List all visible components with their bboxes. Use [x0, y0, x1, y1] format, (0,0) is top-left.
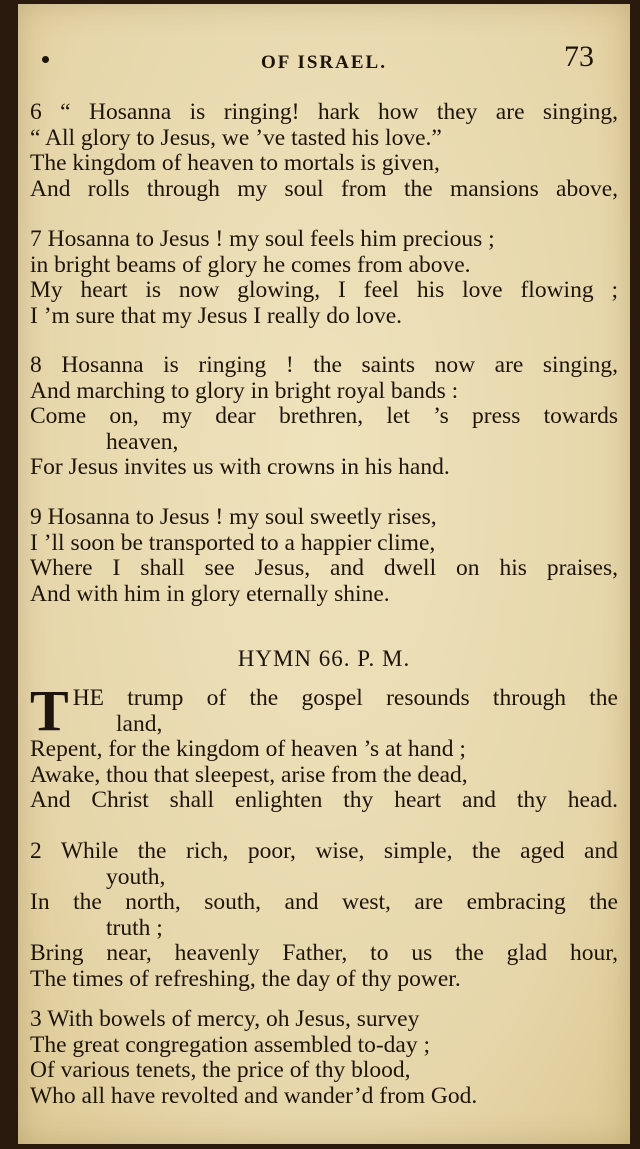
verse-line: Come on, my dear brethren, let ’s press towards — [30, 403, 618, 430]
verse-line: I ’m sure that my Jesus I really do love. — [30, 302, 402, 329]
verse-line: in bright beams of glory he comes from above. — [30, 251, 471, 278]
running-title: OF ISRAEL. — [261, 52, 387, 73]
verse-line: Who all have revolted and wander’d from God. — [30, 1082, 478, 1109]
stanza-9 — [30, 505, 618, 607]
stanza-6 — [30, 100, 618, 202]
verse-line: Bring near, heavenly Father, to us the glad hour, — [30, 940, 618, 967]
verse-line: Awake, thou that sleepest, arise from the dead, — [30, 761, 468, 788]
verse-line: For Jesus invites us with crowns in his hand. — [30, 454, 450, 481]
stanza-7 — [30, 227, 618, 329]
verse-line: 2 While the rich, poor, wise, simple, the aged and — [30, 838, 618, 864]
verse-line: heaven, — [106, 428, 179, 455]
verse-line: The great congregation assembled to-day ; — [30, 1031, 431, 1058]
verse-line: 3 With bowels of mercy, oh Jesus, survey — [30, 1006, 420, 1032]
verse-line: 8 Hosanna is ringing ! the saints now are singing, — [30, 352, 618, 378]
verse-line: And rolls through my soul from the mansions above, — [30, 175, 618, 202]
page-number: 73 — [564, 40, 594, 73]
verse-line: 7 Hosanna to Jesus ! my soul feels him precious ; — [30, 226, 495, 252]
verse-line: And Christ shall enlighten thy heart and thy head. — [30, 787, 618, 814]
book-page — [18, 4, 630, 1144]
hymn-stanza-3 — [30, 1007, 618, 1109]
hymn-stanza-2 — [30, 839, 618, 993]
verse-line: And marching to glory in bright royal bands : — [30, 377, 459, 404]
hymn-stanza-1 — [30, 678, 618, 814]
drop-cap: T — [30, 678, 69, 743]
verse-line: The kingdom of heaven to mortals is given, — [30, 150, 440, 177]
verse-line: 9 Hosanna to Jesus ! my soul sweetly rises, — [30, 504, 437, 530]
verse-line: In the north, south, and west, are embracing the — [30, 889, 618, 916]
verse-line: Of various tenets, the price of thy blood, — [30, 1057, 411, 1084]
page-header — [18, 40, 630, 80]
verse-line: land, — [116, 710, 163, 737]
hymn-heading: HYMN 66. P. M. — [237, 646, 411, 671]
stanza-8 — [30, 353, 618, 481]
verse-line: Repent, for the kingdom of heaven ’s at hand ; — [30, 736, 466, 763]
verse-line: I ’ll soon be transported to a happier clime, — [30, 529, 436, 556]
verse-line: youth, — [106, 863, 166, 890]
verse-line: truth ; — [106, 914, 163, 941]
verse-line: HE trump of the gospel resounds through the — [72, 685, 618, 711]
verse-line: And with him in glory eternally shine. — [30, 580, 390, 607]
verse-line: 6 “ Hosanna is ringing! hark how they are singing, — [30, 99, 618, 125]
verse-line: “ All glory to Jesus, we ’ve tasted his love.” — [30, 124, 442, 151]
verse-line: My heart is now glowing, I feel his love flowing ; — [30, 277, 618, 304]
verse-line: Where I shall see Jesus, and dwell on his praises, — [30, 555, 618, 582]
verse-line: The times of refreshing, the day of thy power. — [30, 965, 461, 992]
